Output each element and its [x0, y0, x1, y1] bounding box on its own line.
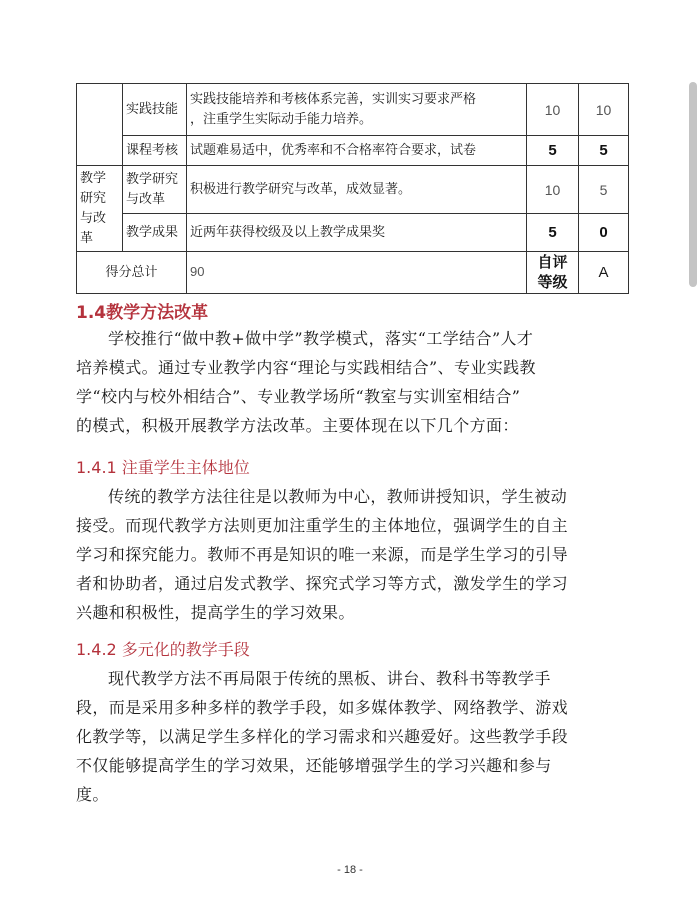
item-cell: 实践技能 [123, 84, 187, 136]
score-cell: 10 [579, 84, 629, 136]
paragraph-line: 化教学等，以满足学生多样化的学习需求和兴趣爱好。这些教学手段 [76, 727, 569, 746]
paragraph-line: 兴趣和积极性，提高学生的学习效果。 [76, 603, 355, 622]
paragraph-line: 的模式，积极开展教学方法改革。主要体现在以下几个方面： [76, 416, 519, 435]
description-cell: 积极进行教学研究与改革，成效显著。 [187, 166, 527, 214]
score-cell: 5 [579, 166, 629, 214]
full-score-cell: 10 [527, 166, 579, 214]
paragraph-line: 不仅能够提高学生的学习效果，还能够增强学生的学习兴趣和参与 [76, 756, 552, 775]
full-score-cell: 10 [527, 84, 579, 136]
category-cell [77, 84, 123, 166]
table-row [77, 214, 629, 252]
category-line: 教学 [80, 170, 107, 186]
full-score-cell: 5 [527, 136, 579, 166]
description-cell [187, 84, 527, 136]
total-row [77, 252, 629, 294]
full-score-cell: 5 [527, 214, 579, 252]
paragraph-line: 学“校内与校外相结合”、专业教学场所“教室与实训室相结合” [76, 387, 521, 406]
description-cell: 近两年获得校级及以上教学成果奖 [187, 214, 527, 252]
total-value-cell [187, 252, 527, 294]
self-eval-label-cell [527, 252, 579, 294]
paragraph-line: 者和协助者，通过启发式教学、探究式学习等方式，激发学生的学习 [76, 574, 569, 593]
paragraph-line: 现代教学方法不再局限于传统的黑板、讲台、教科书等教学手 [108, 669, 551, 688]
score-cell: 5 [579, 136, 629, 166]
category-cell [77, 166, 123, 252]
item-cell: 教学成果 [123, 214, 187, 252]
grade-cell: A [579, 252, 629, 294]
section-heading: 1.4教学方法改革 [76, 303, 209, 323]
section-paragraph [76, 664, 624, 809]
self-eval-label-line: 自评 [537, 253, 568, 271]
paragraph-line: 培养模式。通过专业教学内容“理论与实践相结合”、专业实践教 [76, 358, 536, 377]
table-row [77, 84, 629, 136]
subsection-heading: 1.4.2 多元化的教学手段 [76, 640, 250, 659]
item-line: 与改革 [126, 191, 166, 207]
scrollbar-thumb[interactable] [689, 82, 697, 287]
category-line: 研究 [80, 190, 107, 206]
paragraph-line: 接受。而现代教学方法则更加注重学生的主体地位，强调学生的自主 [76, 516, 569, 535]
item-cell [123, 166, 187, 214]
total-label-cell: 得分总计 [77, 252, 187, 294]
item-line: 教学研究 [126, 171, 179, 187]
subsection-heading: 1.4.1 注重学生主体地位 [76, 458, 250, 477]
page-number: - 18 - [337, 864, 363, 876]
paragraph-line: 学习和探究能力。教师不再是知识的唯一来源，而是学生学习的引导 [76, 545, 569, 564]
table-row [77, 136, 629, 166]
paragraph-line: 传统的教学方法往往是以教师为中心，教师讲授知识，学生被动 [108, 487, 568, 506]
paragraph-line: 学校推行“做中教+做中学”教学模式，落实“工学结合”人才 [108, 329, 534, 348]
total-value: 90 [190, 264, 205, 279]
description-line: 实践技能培养和考核体系完善，实训实习要求严格 [190, 91, 477, 107]
self-eval-label-line: 等级 [537, 273, 568, 291]
category-line: 与改 [80, 210, 107, 226]
section-paragraph [76, 482, 624, 627]
description-line: ，注重学生实际动手能力培养。 [190, 111, 373, 127]
section-paragraph [76, 324, 624, 440]
evaluation-table [76, 83, 629, 294]
score-cell: 0 [579, 214, 629, 252]
paragraph-line: 度。 [76, 785, 109, 804]
item-cell: 课程考核 [123, 136, 187, 166]
paragraph-line: 段，而是采用多种多样的教学手段，如多媒体教学、网络教学、游戏 [76, 698, 569, 717]
category-line: 革 [80, 230, 94, 246]
table-row [77, 166, 629, 214]
description-cell: 试题难易适中，优秀率和不合格率符合要求，试卷 [187, 136, 527, 166]
